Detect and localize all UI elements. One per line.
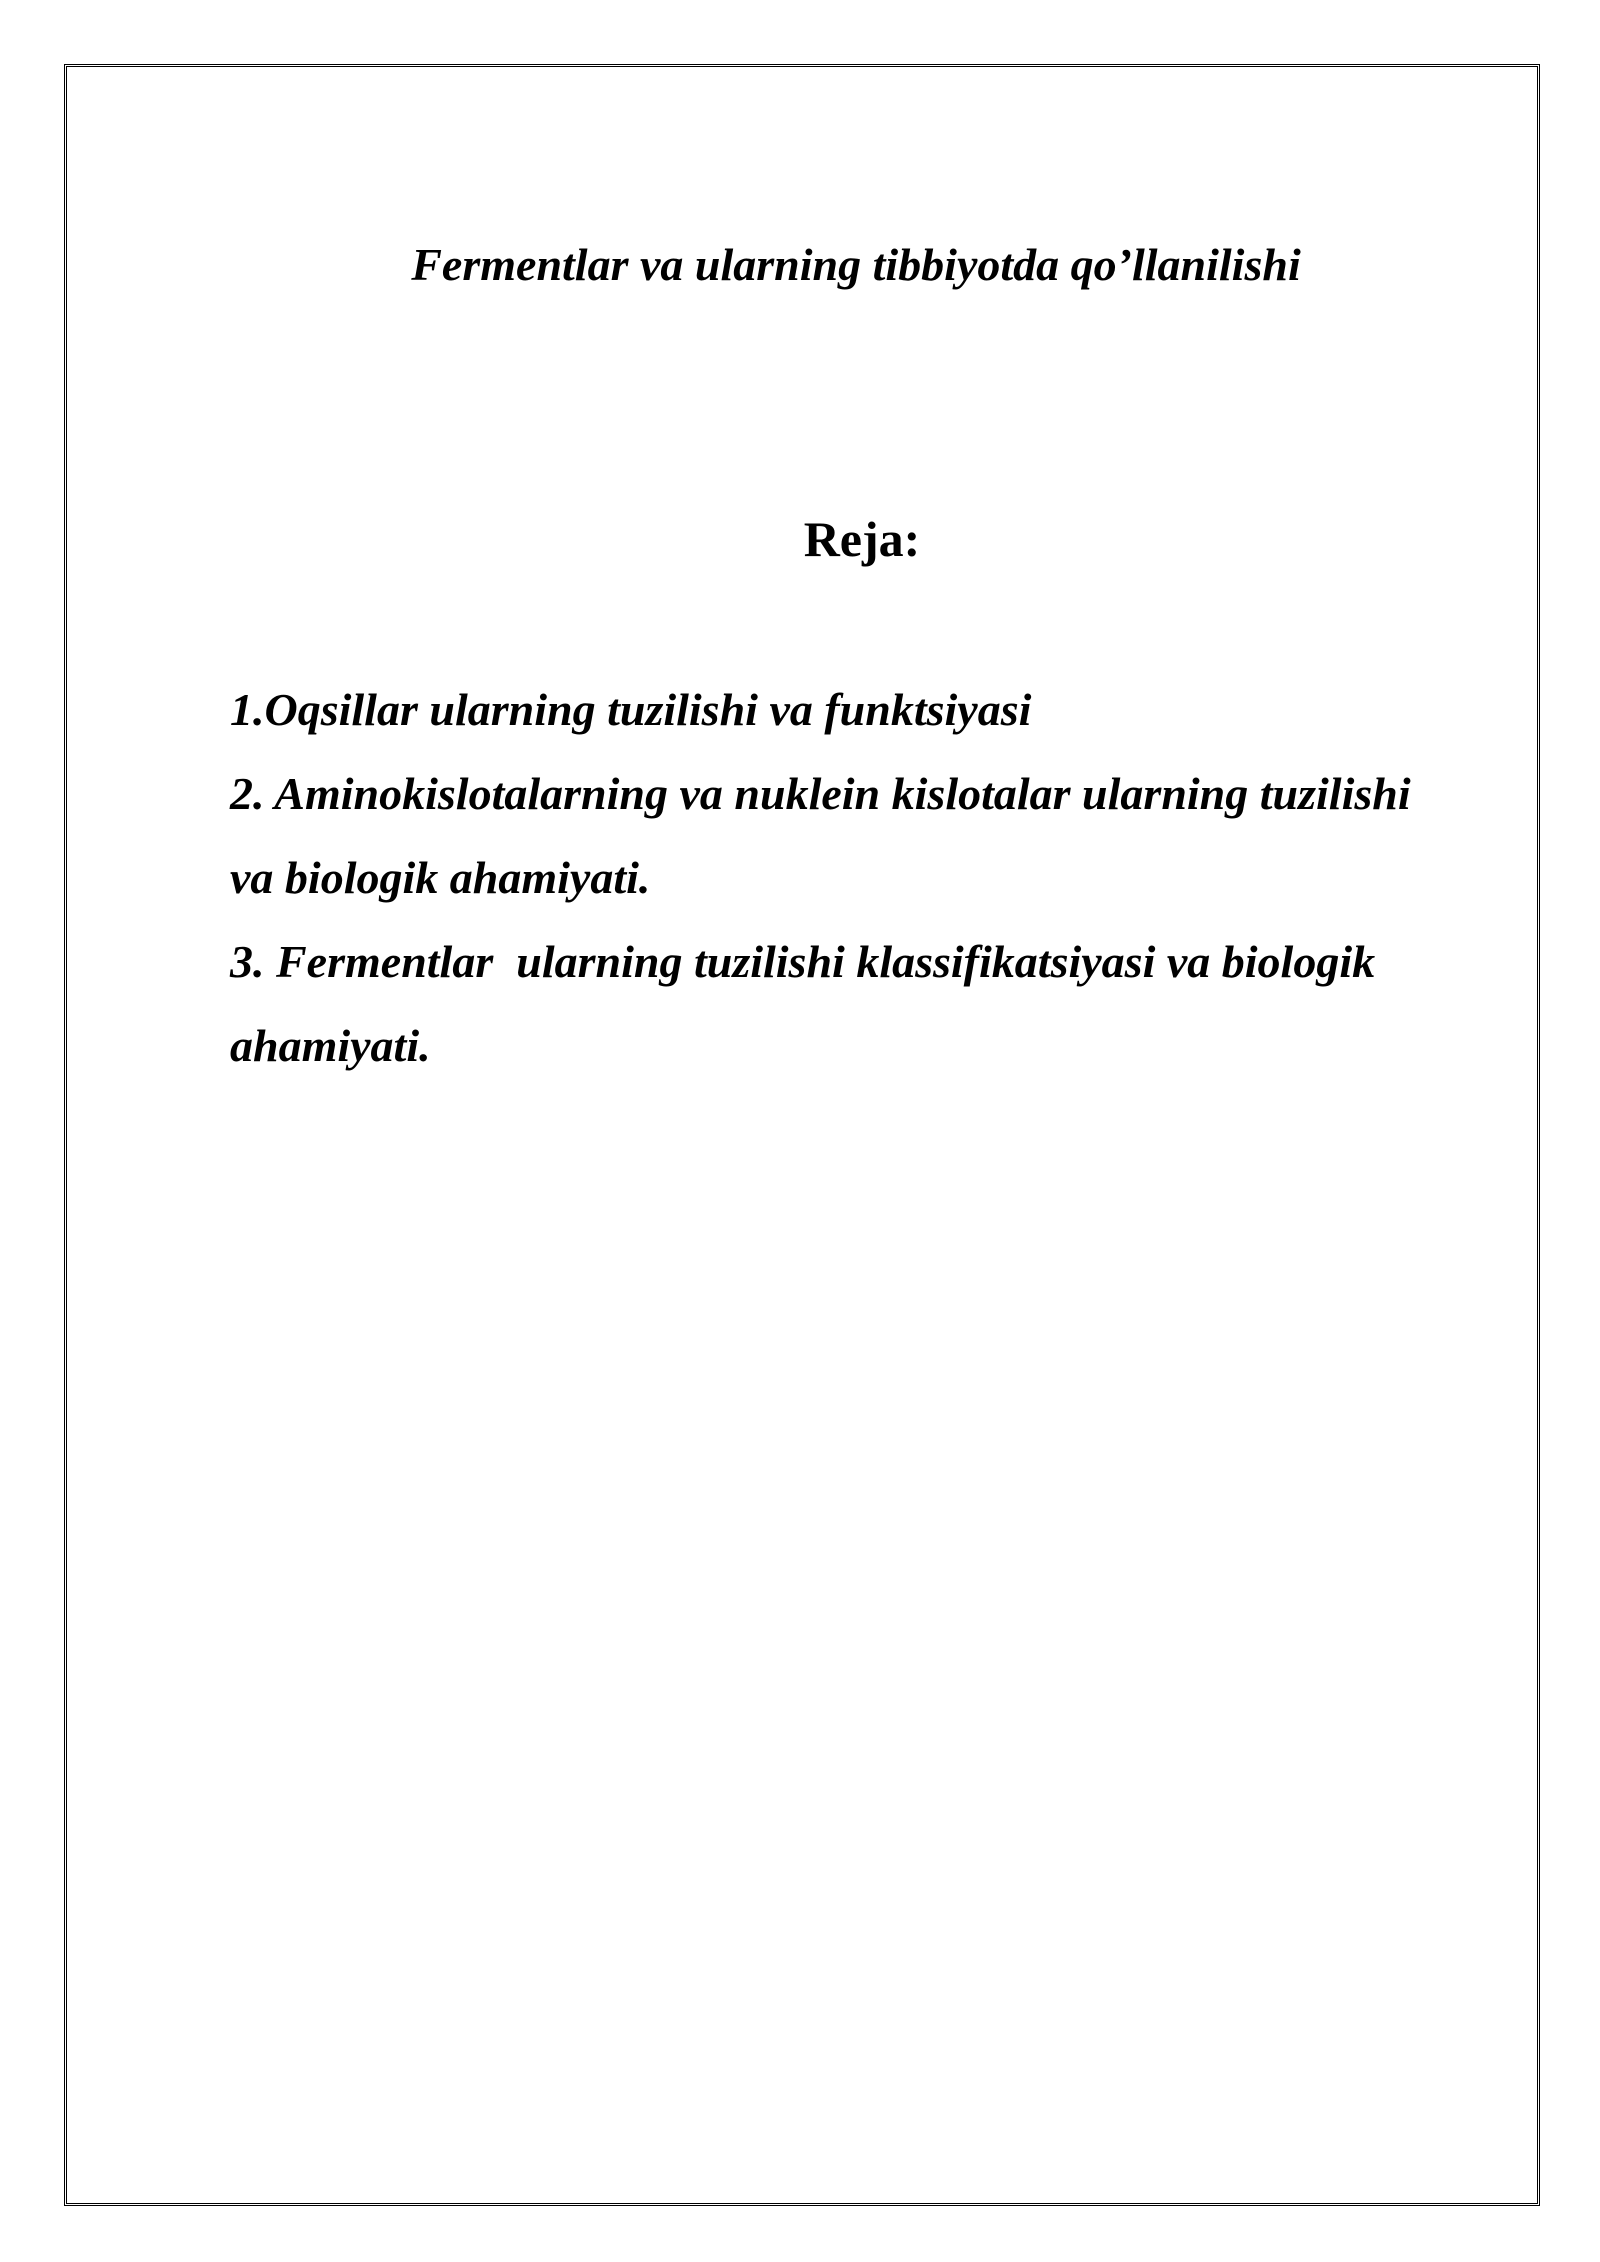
- plan-item-1: 1.Oqsillar ularning tuzilishi va funktsiyasi: [230, 684, 1032, 735]
- plan-item-2: 2. Aminokislotalarning va nuklein kislotalar ularning tuzilishi: [230, 768, 1411, 819]
- plan-heading: Reja:: [803, 511, 921, 567]
- plan-list: [230, 668, 1530, 1088]
- page-border: [64, 64, 1540, 2206]
- plan-item-2-continuation: va biologik ahamiyati.: [230, 852, 651, 903]
- plan-item-3-continuation: ahamiyati.: [230, 1020, 431, 1071]
- document-title: Fermentlar va ularning tibbiyotda qo’llanilishi: [411, 239, 1301, 290]
- plan-item-3: 3. Fermentlar ularning tuzilishi klassifikatsiyasi va biologik: [230, 936, 1376, 987]
